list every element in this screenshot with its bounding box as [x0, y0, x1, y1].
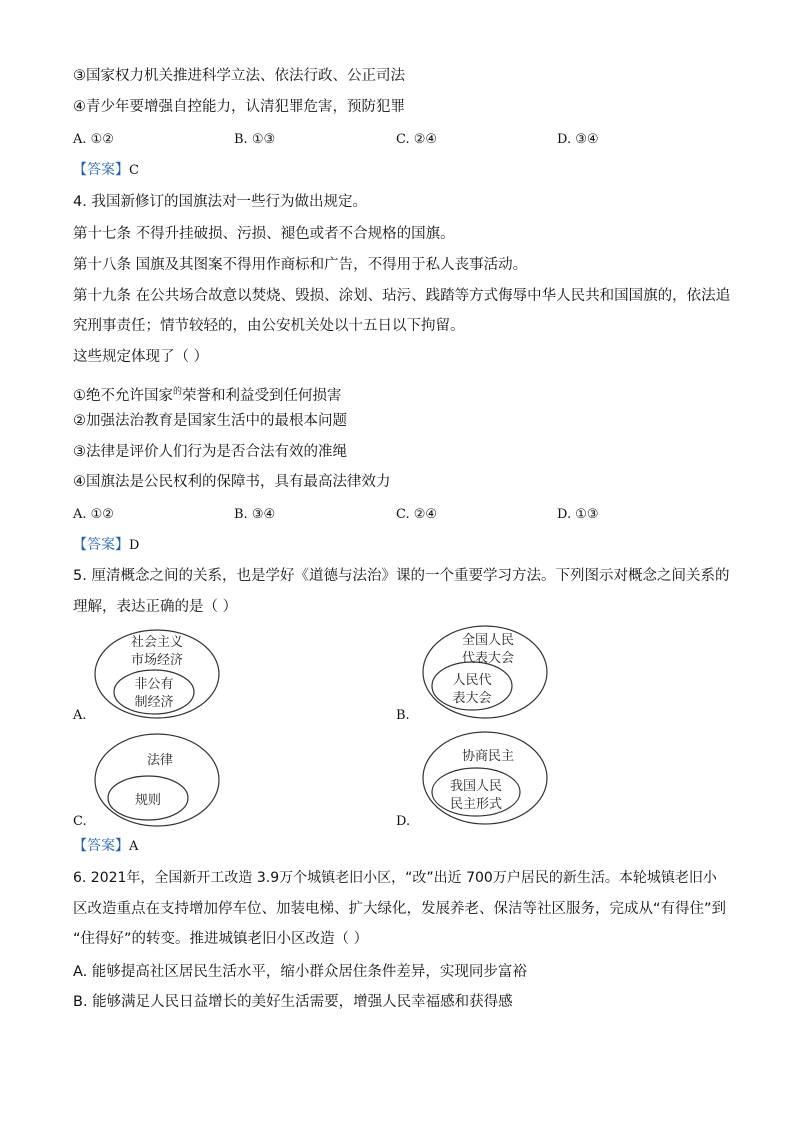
- diagram-d-inner-text2: 民主形式: [449, 797, 503, 812]
- q4-article-17: 第十七条 不得升挂破损、污损、褪色或者不合规格的国旗。: [73, 226, 455, 242]
- diagram-a: [92, 628, 224, 720]
- q4-article-19-line1: 第十九条 在公共场合故意以焚烧、毁损、涂划、玷污、践踏等方式侮辱中华人民共和国国旗的，依法追: [73, 288, 731, 304]
- q3-option-b: B. ①③: [234, 132, 276, 147]
- answer-value: A: [129, 839, 139, 854]
- q6-option-a: A. 能够提高社区居民生活水平，缩小群众居住条件差异，实现同步富裕: [73, 964, 527, 980]
- diagram-c-inner-text1: 规则: [134, 793, 162, 808]
- q3-option-d: D. ③④: [557, 132, 599, 147]
- q4-item2: ②加强法治教育是国家生活中的最根本问题: [73, 413, 347, 429]
- answer-value: D: [129, 538, 140, 553]
- q4-answer: [73, 535, 139, 556]
- q4-question: 这些规定体现了（ ）: [73, 349, 209, 365]
- diagram-d-inner-text1: 我国人民: [449, 779, 503, 794]
- q4-option-c: C. ②④: [396, 507, 438, 522]
- q6-stem-line1: 6. 2021年，全国新开工改造 3.9万个城镇老旧小区，“改”出近 700万户居民的新生活。本轮城镇老旧小: [73, 870, 717, 886]
- q6-stem-line2: 区改造重点在支持增加停车位、加装电梯、扩大绿化，发展养老、保洁等社区服务，完成从“有得住”到: [73, 901, 727, 917]
- diagram-b-outer-text2: 代表大会: [461, 651, 515, 666]
- q4-item3: ③法律是评价人们行为是否合法有效的准绳: [73, 444, 347, 460]
- answer-tag: 【答案】: [73, 537, 129, 553]
- q4-item1-sup: 的: [173, 387, 183, 397]
- diagram-a-inner-text1: 非公有: [134, 677, 174, 692]
- q3-item4: ④青少年要增强自控能力，认清犯罪危害，预防犯罪: [73, 99, 405, 115]
- q5-stem-line2: 理解，表达正确的是（ ）: [73, 599, 238, 615]
- q4-item1-part1: ①绝不允许国家: [73, 388, 173, 404]
- diagram-c-label: C.: [73, 814, 87, 829]
- q4-item1-part2: 荣誉和利益受到任何损害: [182, 388, 342, 404]
- q4-stem: 4. 我国新修订的国旗法对一些行为做出规定。: [73, 194, 367, 210]
- diagram-b-inner-text2: 表大会: [452, 691, 492, 706]
- answer-tag: 【答案】: [73, 162, 129, 178]
- diagram-b-inner-text1: 人民代: [452, 673, 492, 688]
- diagram-a-inner-text2: 制经济: [134, 695, 174, 710]
- q3-item3: ③国家权力机关推进科学立法、依法行政、公正司法: [73, 68, 405, 84]
- q3-option-c: C. ②④: [396, 132, 438, 147]
- diagram-b-label: B.: [396, 708, 410, 723]
- q3-answer: [73, 160, 139, 181]
- q6-stem-line3: “住得好”的转变。推进城镇老旧小区改造（ ）: [73, 931, 369, 947]
- q4-item4: ④国旗法是公民权利的保障书，具有最高法律效力: [73, 474, 391, 490]
- q6-option-b: B. 能够满足人民日益增长的美好生活需要，增强人民幸福感和获得感: [73, 994, 513, 1010]
- q3-option-a: A. ①②: [73, 132, 114, 147]
- diagram-c-outer-ellipse: [95, 734, 219, 826]
- diagram-c-outer-text1: 法律: [146, 753, 174, 768]
- diagram-a-outer-text2: 市场经济: [130, 653, 184, 668]
- q4-option-b: B. ③④: [234, 507, 276, 522]
- diagram-a-outer-text1: 社会主义: [130, 635, 184, 650]
- q5-stem-line1: 5. 厘清概念之间的关系，也是学好《道德与法治》课的一个重要学习方法。下列图示对概念之间关系的: [73, 568, 730, 584]
- answer-tag: 【答案】: [73, 838, 129, 854]
- q4-option-d: D. ①③: [557, 507, 599, 522]
- diagram-d: [420, 730, 552, 826]
- diagram-b-outer-text1: 全国人民: [461, 633, 515, 648]
- q5-answer: [73, 836, 138, 857]
- q4-option-a: A. ①②: [73, 507, 114, 522]
- diagram-c: [92, 732, 224, 828]
- answer-value: C: [129, 163, 139, 178]
- q4-article-18: 第十八条 国旗及其图案不得用作商标和广告，不得用于私人丧事活动。: [73, 257, 528, 273]
- q4-article-19-line2: 究刑事责任；情节较轻的，由公安机关处以十五日以下拘留。: [73, 318, 465, 334]
- diagram-d-label: D.: [396, 814, 411, 829]
- q4-item1: [73, 382, 342, 406]
- diagram-b: [420, 624, 552, 720]
- diagram-d-outer-text1: 协商民主: [461, 749, 515, 764]
- diagram-a-label: A.: [73, 708, 87, 723]
